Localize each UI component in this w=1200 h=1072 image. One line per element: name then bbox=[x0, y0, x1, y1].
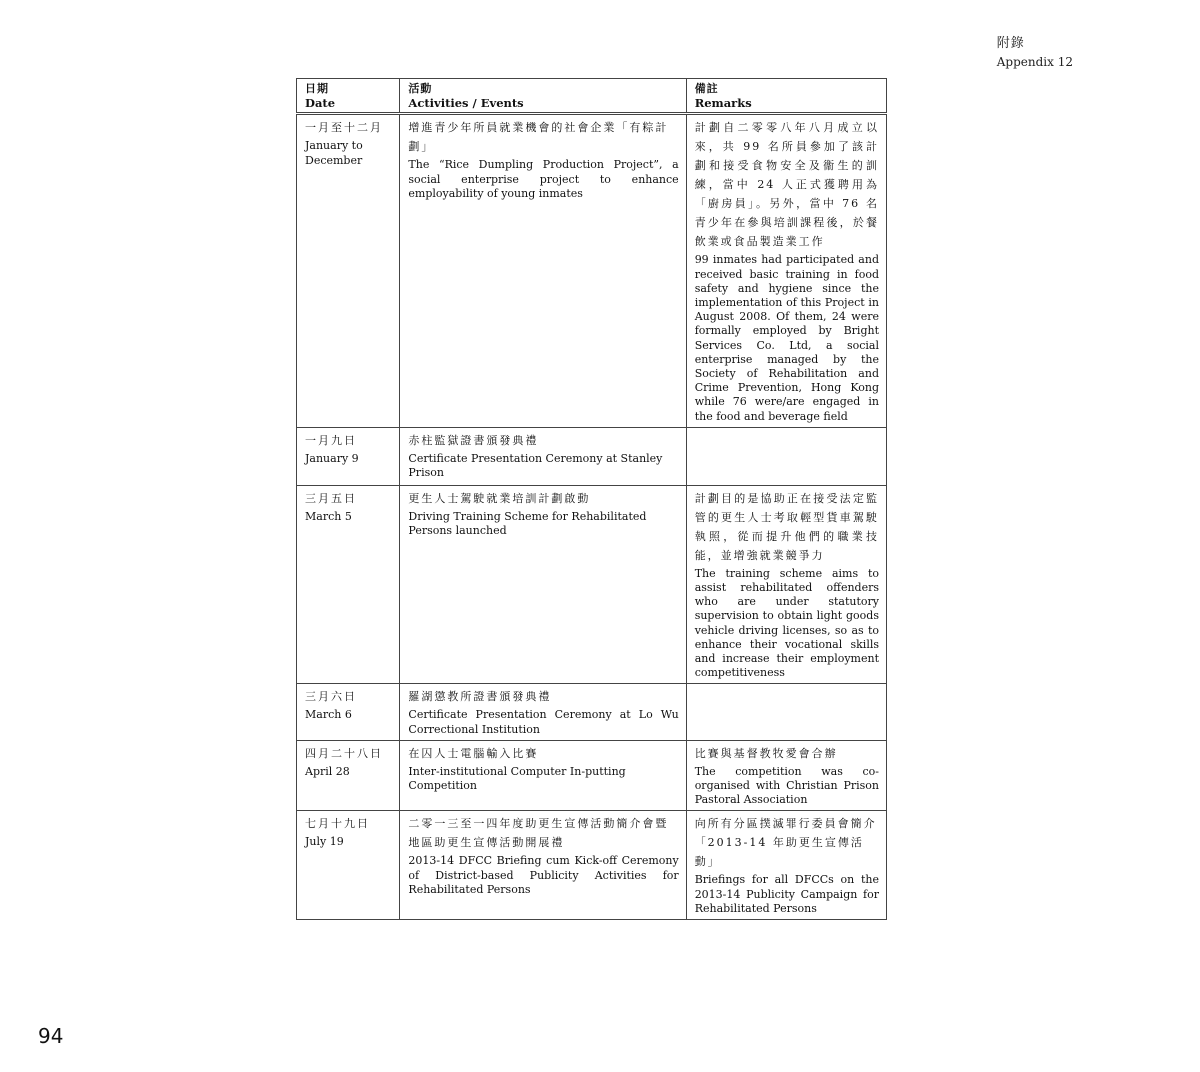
date-cell bbox=[297, 485, 400, 684]
activity-zh: 在囚人士電腦輸入比賽 bbox=[408, 746, 539, 760]
remarks-cell bbox=[686, 684, 886, 740]
date-cell bbox=[297, 114, 400, 427]
events-table bbox=[296, 78, 887, 920]
column-header-activities-en: Activities / Events bbox=[408, 96, 524, 111]
remarks-cell bbox=[686, 114, 886, 427]
column-header-activities bbox=[400, 79, 686, 114]
date-en: July 19 bbox=[305, 835, 344, 849]
remarks-en: The competition was co-organised with Christian Prison Pastoral Association bbox=[694, 764, 879, 807]
remarks-zh: 計劃目的是協助正在接受法定監管的更生人士考取輕型貨車駕駛執照，從而提升他們的職業技能，並增強就業競爭力 bbox=[694, 491, 879, 562]
column-header-remarks-en: Remarks bbox=[694, 96, 752, 111]
table-row bbox=[297, 485, 887, 684]
column-header-date bbox=[297, 79, 400, 114]
date-en: April 28 bbox=[305, 764, 350, 778]
table-header bbox=[297, 79, 887, 114]
activity-zh: 更生人士駕駛就業培訓計劃啟動 bbox=[408, 491, 591, 505]
table-row bbox=[297, 811, 887, 920]
date-zh: 一月九日 bbox=[305, 433, 357, 447]
date-zh: 七月十九日 bbox=[305, 817, 370, 831]
activity-cell bbox=[400, 684, 686, 740]
date-en: March 6 bbox=[305, 708, 352, 722]
table-body bbox=[297, 114, 887, 920]
remarks-zh: 計劃自二零零八年八月成立以來，共 99 名所員參加了該計劃和接受食物安全及衞生的訓練，當中 24 人正式獲聘用為「廚房員」。另外，當中 76 名青少年在參與培訓課程後，於餐飲業或食品製造業工作 bbox=[694, 121, 879, 249]
column-header-remarks-zh: 備註 bbox=[694, 82, 719, 95]
remarks-en: 99 inmates had participated and received basic training in food safety and hygiene since the implementation of this Project in August 2008. Of them, 24 were formally employed by Bright Services Co. Ltd, a social enterprise managed by the Society of Rehabilitation and Crime Prevention, Hong Kong while 76 were/are engaged in the food and beverage field bbox=[694, 253, 879, 423]
activity-en: Certificate Presentation Ceremony at Stanley Prison bbox=[408, 451, 663, 480]
date-en: March 5 bbox=[305, 509, 352, 523]
activity-zh: 羅湖懲教所證書頒發典禮 bbox=[408, 690, 552, 704]
remarks-en: Briefings for all DFCCs on the 2013-14 Publicity Campaign for Rehabilitated Persons bbox=[694, 873, 879, 915]
column-header-date-en: Date bbox=[305, 96, 336, 111]
header-row bbox=[297, 79, 887, 114]
date-cell bbox=[297, 427, 400, 485]
date-zh: 四月二十八日 bbox=[305, 746, 383, 760]
remarks-cell bbox=[686, 811, 886, 920]
activity-cell bbox=[400, 427, 686, 485]
date-en: January 9 bbox=[305, 451, 359, 465]
activity-cell bbox=[400, 485, 686, 684]
date-zh: 三月五日 bbox=[305, 491, 357, 505]
remarks-zh: 比賽與基督教牧愛會合辦 bbox=[694, 746, 838, 760]
activity-en: The “Rice Dumpling Production Project”, a social enterprise project to enhance employability of young inmates bbox=[408, 158, 679, 200]
date-cell bbox=[297, 811, 400, 920]
activity-zh: 赤柱監獄證書頒發典禮 bbox=[408, 433, 539, 447]
table-row bbox=[297, 684, 887, 740]
remarks-cell bbox=[686, 740, 886, 811]
running-head-english: Appendix 12 bbox=[996, 55, 1073, 69]
activity-en: Certificate Presentation Ceremony at Lo Wu Correctional Institution bbox=[408, 708, 679, 736]
remarks-en: The training scheme aims to assist rehabilitated offenders who are under statutory supervision to obtain light goods vehicle driving licenses, so as to enhance their vocational skills and increase their employment competitiveness bbox=[694, 566, 879, 680]
activity-cell bbox=[400, 740, 686, 811]
date-cell bbox=[297, 684, 400, 740]
column-header-activities-zh: 活動 bbox=[408, 82, 433, 95]
running-head-chinese: 附錄 bbox=[996, 36, 1025, 51]
activity-zh: 二零一三至一四年度助更生宣傳活動簡介會暨地區助更生宣傳活動開展禮 bbox=[408, 817, 669, 850]
column-header-date-zh: 日期 bbox=[305, 82, 329, 95]
date-en: January to December bbox=[305, 139, 363, 167]
activity-zh: 增進青少年所員就業機會的社會企業「有粽計劃」 bbox=[408, 121, 669, 154]
date-cell bbox=[297, 740, 400, 811]
running-head bbox=[997, 34, 1073, 69]
remarks-cell bbox=[686, 427, 886, 485]
activity-en: Driving Training Scheme for Rehabilitated Persons launched bbox=[408, 509, 647, 538]
remarks-cell bbox=[686, 485, 886, 684]
date-zh: 三月六日 bbox=[305, 690, 357, 704]
activity-en: Inter-institutional Computer In-putting Competition bbox=[408, 764, 626, 793]
table-row bbox=[297, 427, 887, 485]
page-number: 94 bbox=[38, 1024, 64, 1048]
remarks-zh: 向所有分區撲滅罪行委員會簡介「2013-14 年助更生宣傳活動」 bbox=[694, 817, 877, 869]
activity-cell bbox=[400, 811, 686, 920]
table-row bbox=[297, 740, 887, 811]
date-zh: 一月至十二月 bbox=[305, 121, 383, 135]
activity-cell bbox=[400, 114, 686, 427]
column-header-remarks bbox=[686, 79, 886, 114]
table-row bbox=[297, 114, 887, 427]
activity-en: 2013-14 DFCC Briefing cum Kick-off Ceremony of District-based Publicity Activities for Rehabilitated Persons bbox=[408, 854, 679, 896]
